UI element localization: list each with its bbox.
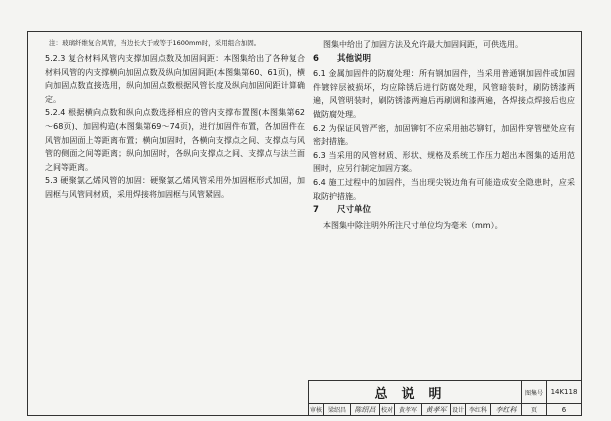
section-7-number: 7	[313, 205, 319, 216]
section-6-title: 其他说明	[337, 53, 372, 64]
page-label: 页	[530, 407, 537, 414]
designer-signature: 李红科	[495, 405, 517, 414]
section-6-number: 6	[313, 53, 319, 64]
page-number: 6	[561, 405, 567, 414]
left-column	[45, 38, 305, 202]
section-6-heading	[313, 53, 575, 67]
design-label: 设计	[451, 407, 464, 414]
item-6-3: 6.3 当采用的风管材质、形状、规格及系统工作压力超出本图集的适用范围时，应另行制定加固方案。	[313, 150, 575, 174]
item-6-2: 6.2 为保证风管严密，加固铆钉不应采用抽芯铆钉，加固件穿管壁处应有密封措施。	[313, 123, 575, 147]
intro-text: 图集中给出了加固方法及允许最大加固间距，可供选用。	[323, 40, 523, 49]
review-label: 审核	[309, 407, 322, 414]
checker-name: 黄孝军	[398, 407, 417, 414]
item-6-1: 6.1 金属加固件的防腐处理：所有钢加固件，当采用普通钢加固件或加固件镀锌层被损坏，均应除锈后进行防腐处理，风管暗装时，刷防锈漆两遍，风管明装时，刷防锈漆两遍后再刷调和漆两遍，各焊接点焊接后也应做防腐处理。	[313, 69, 575, 119]
check-label: 校对	[380, 407, 393, 414]
title-block	[308, 380, 582, 416]
reviewer-signature: 陈绍昌	[354, 405, 376, 414]
paragraph-5-3: 5.3 硬聚氯乙烯风管的加固：硬聚氯乙烯风管采用外加固框形式加固，加固框与风管同材质，采用焊接将加固框与风管紧固。	[45, 176, 305, 199]
checker-signature: 黄孝军	[425, 405, 447, 414]
paragraph-5-2-4: 5.2.4 根据横向点数和纵向点数选择相应的管内支撑布置图(本图集第62～68页)、加固构造(本图集第69～74页)，进行加固件布置，各加固件在风管加固面上等距离布置；横向加固时，各横向支撑点之间、支撑点与风管的侧面之间等距离；纵向加固时，各纵向支撑点之间、支撑点与法兰面之间等距离。	[45, 108, 305, 172]
title-block-bottom-row	[309, 403, 581, 416]
sheet-title: 总说明	[374, 386, 456, 402]
note-text: 注：玻璃纤维复合风管，当边长大于或等于1600mm时，采用组合加固。	[49, 39, 261, 47]
item-6-4: 6.4 施工过程中的加固件，当出现尖锐边角有可能造成安全隐患时，应采取防护措施。	[313, 177, 575, 201]
reviewer-name: 梁绍昌	[327, 407, 346, 414]
atlas-label: 图集号	[524, 389, 543, 397]
designer-name: 李红科	[468, 407, 487, 414]
right-column	[313, 38, 575, 232]
section-7-title: 尺寸单位	[337, 205, 372, 216]
paragraph-5-2-3: 5.2.3 复合材料风管内支撑加固点数及加固间距：本图集给出了各种复合材料风管的内支撑横向加固点数及纵向加固间距(本图集第60、61页)，横向加固点数直接选用，纵向加固点数根据风管长度及纵向加固间距计算确定。	[45, 54, 305, 104]
atlas-number: 14K118	[550, 388, 578, 396]
section-7-heading	[313, 204, 575, 218]
title-block-top-row	[309, 381, 581, 404]
unit-text: 本图集中除注明外所注尺寸单位均为毫米（mm）。	[323, 220, 503, 230]
